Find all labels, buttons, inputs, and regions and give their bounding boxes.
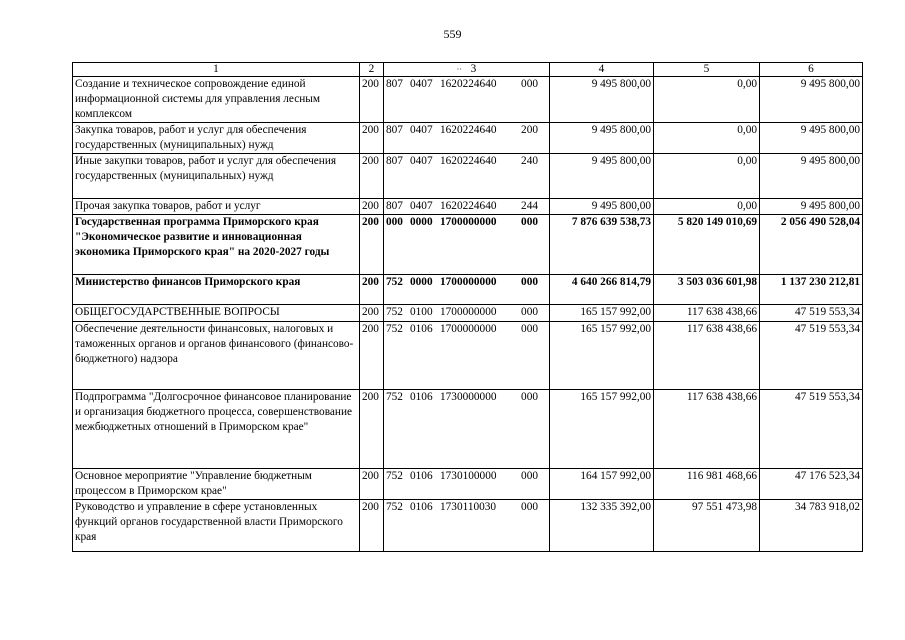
code-section: 0100 xyxy=(410,306,433,318)
table-row xyxy=(73,275,863,305)
header-mark: ·· xyxy=(456,65,462,74)
row-amount-6: 47 519 553,34 xyxy=(760,322,863,390)
row-amount-5: 117 638 438,66 xyxy=(654,390,760,469)
row-amount-4: 7 876 639 538,73 xyxy=(550,215,654,275)
row-amount-5: 97 551 473,98 xyxy=(654,500,760,552)
row-amount-6: 9 495 800,00 xyxy=(760,199,863,215)
row-description: Создание и техническое сопровождение единой информационной системы для управления лесным комплексом xyxy=(73,77,360,123)
table-row xyxy=(73,500,863,552)
code-target-item: 1620224640 xyxy=(440,124,497,136)
row-budget-codes xyxy=(384,322,550,390)
code-section: 0407 xyxy=(410,124,433,136)
code-section: 0106 xyxy=(410,323,433,335)
row-code-2: 200 xyxy=(360,322,384,390)
row-amount-4: 9 495 800,00 xyxy=(550,199,654,215)
row-budget-codes xyxy=(384,500,550,552)
row-amount-5: 0,00 xyxy=(654,123,760,154)
row-amount-5: 117 638 438,66 xyxy=(654,322,760,390)
code-expense-type: 000 xyxy=(521,391,538,403)
code-ved: 807 xyxy=(386,124,403,136)
header-col-6: 6 xyxy=(760,63,863,77)
code-expense-type: 000 xyxy=(521,276,538,288)
row-description: Закупка товаров, работ и услуг для обеспечения государственных (муниципальных) нужд xyxy=(73,123,360,154)
code-expense-type: 000 xyxy=(521,78,538,90)
row-description: Основное мероприятие "Управление бюджетным процессом в Приморском крае" xyxy=(73,469,360,500)
row-description: ОБЩЕГОСУДАРСТВЕННЫЕ ВОПРОСЫ xyxy=(73,305,360,322)
code-target-item: 1730000000 xyxy=(440,391,497,403)
row-code-2: 200 xyxy=(360,123,384,154)
row-amount-5: 0,00 xyxy=(654,199,760,215)
code-expense-type: 200 xyxy=(521,124,538,136)
row-amount-5: 3 503 036 601,98 xyxy=(654,275,760,305)
row-amount-6: 9 495 800,00 xyxy=(760,77,863,123)
code-section: 0000 xyxy=(410,216,433,228)
row-amount-6: 47 519 553,34 xyxy=(760,390,863,469)
row-budget-codes xyxy=(384,123,550,154)
header-col-3 xyxy=(384,63,550,77)
header-col-4: 4 xyxy=(550,63,654,77)
row-code-2: 200 xyxy=(360,500,384,552)
row-amount-5: 116 981 468,66 xyxy=(654,469,760,500)
code-section: 0407 xyxy=(410,200,433,212)
code-target-item: 1730100000 xyxy=(440,470,497,482)
row-budget-codes xyxy=(384,390,550,469)
code-expense-type: 244 xyxy=(521,200,538,212)
code-section: 0106 xyxy=(410,501,433,513)
code-target-item: 1700000000 xyxy=(440,216,497,228)
budget-table xyxy=(72,62,863,552)
code-ved: 807 xyxy=(386,78,403,90)
header-row xyxy=(73,63,863,77)
row-budget-codes xyxy=(384,215,550,275)
row-amount-4: 165 157 992,00 xyxy=(550,305,654,322)
row-description: Государственная программа Приморского края "Экономическое развитие и инновационная экономика Приморского края" на 2020-2027 годы xyxy=(73,215,360,275)
table-row xyxy=(73,322,863,390)
code-section: 0407 xyxy=(410,78,433,90)
row-amount-6: 34 783 918,02 xyxy=(760,500,863,552)
table-row xyxy=(73,469,863,500)
row-amount-6: 9 495 800,00 xyxy=(760,123,863,154)
row-amount-4: 165 157 992,00 xyxy=(550,390,654,469)
code-ved: 752 xyxy=(386,470,403,482)
code-target-item: 1700000000 xyxy=(440,276,497,288)
code-expense-type: 000 xyxy=(521,501,538,513)
row-description: Руководство и управление в сфере установленных функций органов государственной власти Приморского края xyxy=(73,500,360,552)
table-row xyxy=(73,199,863,215)
row-code-2: 200 xyxy=(360,469,384,500)
row-code-2: 200 xyxy=(360,390,384,469)
table-row xyxy=(73,77,863,123)
row-amount-6: 9 495 800,00 xyxy=(760,154,863,199)
row-description: Подпрограмма "Долгосрочное финансовое планирование и организация бюджетного процесса, совершенствование межбюджетных отношений в Приморском крае" xyxy=(73,390,360,469)
code-section: 0106 xyxy=(410,470,433,482)
row-code-2: 200 xyxy=(360,199,384,215)
code-expense-type: 000 xyxy=(521,216,538,228)
page-number: 559 xyxy=(443,27,462,41)
code-target-item: 1730110030 xyxy=(440,501,497,513)
code-target-item: 1620224640 xyxy=(440,155,497,167)
row-description: Прочая закупка товаров, работ и услуг xyxy=(73,199,360,215)
row-amount-5: 5 820 149 010,69 xyxy=(654,215,760,275)
code-ved: 752 xyxy=(386,323,403,335)
row-description: Обеспечение деятельности финансовых, налоговых и таможенных органов и органов финансового (финансово-бюджетного) надзора xyxy=(73,322,360,390)
row-amount-6: 47 519 553,34 xyxy=(760,305,863,322)
row-code-2: 200 xyxy=(360,275,384,305)
table-row xyxy=(73,305,863,322)
code-target-item: 1620224640 xyxy=(440,78,497,90)
table-row xyxy=(73,215,863,275)
row-amount-5: 117 638 438,66 xyxy=(654,305,760,322)
row-budget-codes xyxy=(384,469,550,500)
code-target-item: 1620224640 xyxy=(440,200,497,212)
row-budget-codes xyxy=(384,305,550,322)
code-expense-type: 000 xyxy=(521,306,538,318)
row-code-2: 200 xyxy=(360,305,384,322)
code-section: 0106 xyxy=(410,391,433,403)
code-expense-type: 000 xyxy=(521,470,538,482)
code-ved: 752 xyxy=(386,391,403,403)
row-budget-codes xyxy=(384,199,550,215)
code-ved: 752 xyxy=(386,501,403,513)
row-description: Иные закупки товаров, работ и услуг для обеспечения государственных (муниципальных) нужд xyxy=(73,154,360,199)
table-row xyxy=(73,123,863,154)
table-row xyxy=(73,154,863,199)
code-ved: 752 xyxy=(386,306,403,318)
row-amount-4: 9 495 800,00 xyxy=(550,77,654,123)
row-amount-4: 165 157 992,00 xyxy=(550,322,654,390)
header-col-5: 5 xyxy=(654,63,760,77)
row-budget-codes xyxy=(384,77,550,123)
header-col-3-label: 3 xyxy=(470,63,477,75)
row-amount-4: 4 640 266 814,79 xyxy=(550,275,654,305)
row-amount-4: 9 495 800,00 xyxy=(550,154,654,199)
code-expense-type: 000 xyxy=(521,323,538,335)
row-amount-5: 0,00 xyxy=(654,77,760,123)
header-col-2: 2 xyxy=(360,63,384,77)
code-ved: 000 xyxy=(386,216,403,228)
code-section: 0000 xyxy=(410,276,433,288)
row-amount-4: 132 335 392,00 xyxy=(550,500,654,552)
row-amount-6: 47 176 523,34 xyxy=(760,469,863,500)
row-description: Министерство финансов Приморского края xyxy=(73,275,360,305)
code-ved: 807 xyxy=(386,155,403,167)
row-budget-codes xyxy=(384,275,550,305)
row-amount-6: 1 137 230 212,81 xyxy=(760,275,863,305)
code-target-item: 1700000000 xyxy=(440,323,497,335)
row-code-2: 200 xyxy=(360,215,384,275)
row-code-2: 200 xyxy=(360,154,384,199)
table-row xyxy=(73,390,863,469)
row-budget-codes xyxy=(384,154,550,199)
row-amount-4: 9 495 800,00 xyxy=(550,123,654,154)
row-code-2: 200 xyxy=(360,77,384,123)
code-ved: 752 xyxy=(386,276,403,288)
row-amount-4: 164 157 992,00 xyxy=(550,469,654,500)
code-expense-type: 240 xyxy=(521,155,538,167)
code-ved: 807 xyxy=(386,200,403,212)
row-amount-5: 0,00 xyxy=(654,154,760,199)
row-amount-6: 2 056 490 528,04 xyxy=(760,215,863,275)
code-section: 0407 xyxy=(410,155,433,167)
header-col-1: 1 xyxy=(73,63,360,77)
code-target-item: 1700000000 xyxy=(440,306,497,318)
